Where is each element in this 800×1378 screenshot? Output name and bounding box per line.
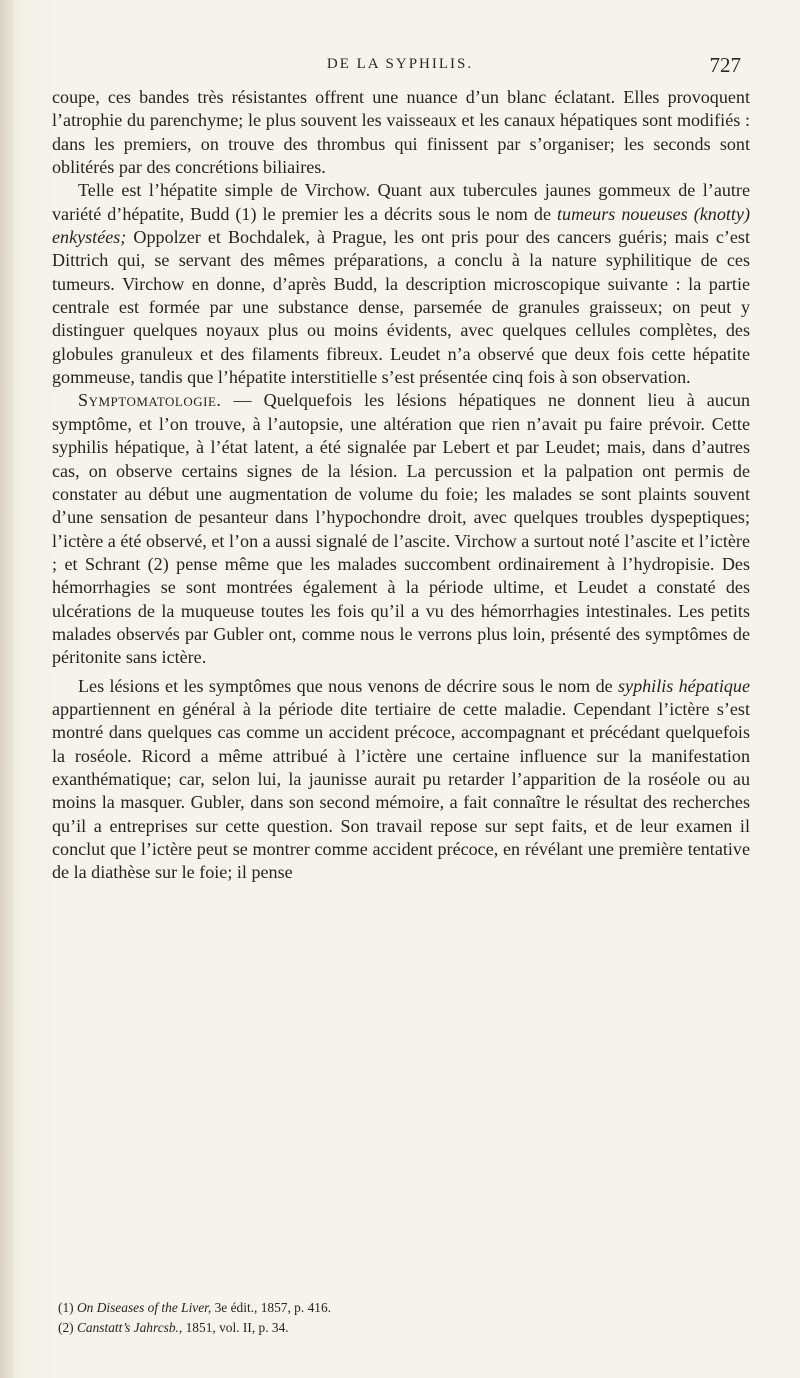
footnote (58, 1298, 748, 1318)
body-text (52, 86, 750, 885)
page-header (0, 53, 800, 80)
footnote-marker: (2) (58, 1320, 74, 1335)
italic-term: tumeurs noueuses (knotty) enkystées; (52, 203, 750, 248)
footnote (58, 1318, 748, 1338)
footnotes (58, 1298, 748, 1338)
paragraph-text: appartiennent en général à la période dite tertiaire de cette maladie. Cependant l’ictère s’est montré dans quelques cas comme un accident précoce, accompagnant et précédant quelquefois la roséole. Ricord a même attribué à l’ictère une certaine influence sur la manifestation exanthématique; car, selon lui, la jaunisse aurait pu retarder l’apparition de la roséole ou au moins la masquer. Gubler, dans son second mémoire, a fait connaître le résultat des recherches qu’il a entreprises sur cette question. Son travail repose sur sept faits, et de leur examen il conclut que l’ictère peut se montrer comme accident précoce, en révélant une première tentative de la diathèse sur le foie; il pense (52, 698, 750, 883)
paragraph-continuation: coupe, ces bandes très résistantes offrent une nuance d’un blanc éclatant. Elles provoquent l’atrophie du parenchyme; le plus souvent les vaisseaux et les canaux hépatiques sont modifiés : dans les premiers, on trouve des thrombus qui finissent par s’organiser; les seconds sont oblitérés par des concrétions biliaires. (52, 87, 750, 178)
paragraph-text: Les lésions et les symptômes que nous venons de décrire sous le nom de (78, 675, 619, 696)
footnote-title: On Diseases of the Liver, (76, 1300, 212, 1315)
footnote-title: Canstatt’s Jahrcsb., (76, 1320, 183, 1335)
page-number: 727 (709, 53, 741, 77)
paragraph-text: — Quelquefois les lésions hépatiques ne donnent lieu à aucun symptôme, et l’on trouve, à l’autopsie, une altération que rien n’avait pu faire prévoir. Cette syphilis hépatique, à l’état latent, a été signalée par Lebert et par Leudet; mais, dans d’autres cas, on observe certains signes de la lésion. La percussion et la palpation ont permis de constater au début une augmentation de volume du foie; les malades se sont plaints souvent d’une sensation de pesanteur dans l’hypochondre droit, avec quelques troubles dyspeptiques; l’ictère a été observé, et l’on a aussi signalé de l’ascite. Virchow a surtout noté l’ascite et l’ictère ; et Schrant (2) pense même que les malades succombent ordinairement à l’hydropisie. Des hémorrhagies se sont montrées également à la période ultime, et Leudet a constaté des ulcérations de la muqueuse toutes les fois qu’il a vu des hémorrhagies intestinales. Les petits malades observés par Gubler ont, comme nous le verrons plus loin, présenté des symptômes de péritonite sans ictère. (52, 390, 750, 668)
running-head: DE LA SYPHILIS. (326, 56, 474, 72)
paragraph-text: Oppolzer et Bochdalek, à Prague, les ont pris pour des cancers guéris; mais c’est Dittrich qui, se servant des mêmes préparations, a conclu à la nature syphilitique de ces tumeurs. Virchow en donne, d’après Budd, la description microscopique suivante : la partie centrale est formée par une substance dense, parsemée de granules graisseux; on peut y distinguer quelques noyaux plus ou moins évidents, avec quelques cellules complètes, des globules granuleux et des filaments fibreux. Leudet n’a observé que deux fois cette hépatite gommeuse, tandis que l’hépatite interstitielle s’est présentée cinq fois à son observation. (52, 227, 750, 388)
section-heading: Symptomatologie. (78, 390, 222, 411)
footnote-marker: (1) (58, 1300, 74, 1315)
paragraph-hepatite-gommeuse (52, 179, 750, 389)
paragraph-lesions (52, 675, 750, 885)
paragraph-text: Telle est l’hépatite simple de Virchow. Quant aux tubercules jaunes gommeux de l’autre variété d’hépatite, Budd (1) le premier les a décrits sous le nom de (52, 180, 750, 224)
paragraph-symptomatologie (52, 389, 750, 669)
italic-term: syphilis hépatique (618, 675, 750, 696)
footnote-reference: 3e édit., 1857, p. 416. (211, 1300, 332, 1315)
footnote-reference: 1851, vol. II, p. 34. (182, 1320, 289, 1335)
page-gutter-shadow (0, 0, 14, 1378)
